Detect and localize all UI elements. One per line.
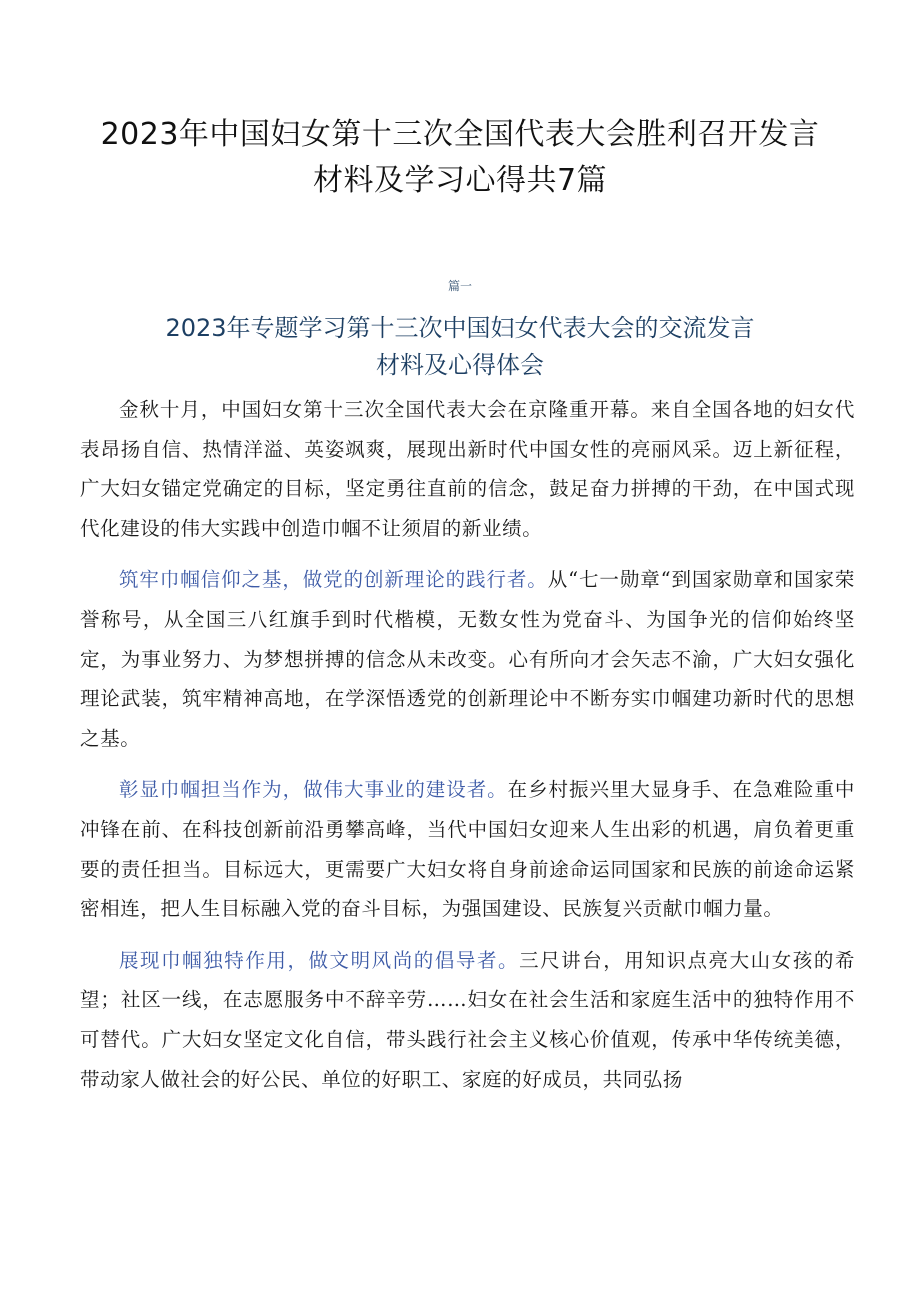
document-title [60, 112, 860, 204]
paragraph-lead: 筑牢巾帼信仰之基，做党的创新理论的践行者。 [119, 568, 548, 592]
section-title-line-1: 2023年专题学习第十三次中国妇女代表大会的交流发言 [165, 314, 755, 342]
paragraph-lead: 彰显巾帼担当作为，做伟大事业的建设者。 [119, 778, 508, 802]
section-title-line-2: 材料及心得体会 [376, 351, 544, 379]
paragraph-lead: 展现巾帼独特作用，做文明风尚的倡导者。 [119, 948, 520, 972]
document-title-line-2: 材料及学习心得共7篇 [312, 163, 608, 198]
paragraph [80, 560, 855, 758]
paragraph [80, 941, 855, 1099]
paragraph-text: 在乡村振兴里大显身手、在急难险重中冲锋在前、在科技创新前沿勇攀高峰，当代中国妇女迎来人生出彩的机遇，肩负着更重要的责任担当。目标远大，更需要广大妇女将自身前途命运同国家和民族的前途命运紧密相连，把人生目标融入党的奋斗目标，为强国建设、民族复兴贡献巾帼力量。 [80, 778, 856, 921]
paragraph [80, 770, 855, 928]
paragraph-text: 从“七一勋章“到国家勋章和国家荣誉称号，从全国三八红旗手到时代楷模，无数女性为党奋斗、为国争光的信仰始终坚定，为事业努力、为梦想拼搏的信念从未改变。心有所向才会矢志不渝，广大妇女强化理论武装，筑牢精神高地，在学深悟透党的创新理论中不断夯实巾帼建功新时代的思想之基。 [80, 568, 855, 750]
body-text [80, 390, 855, 1099]
paragraph-text: 三尺讲台，用知识点亮大山女孩的希望；社区一线，在志愿服务中不辞辛劳……妇女在社会生活和家庭生活中的独特作用不可替代。广大妇女坚定文化自信，带头践行社会主义核心价值观，传承中华传统美德，带动家人做社会的好公民、单位的好职工、家庭的好成员，共同弘扬 [80, 948, 855, 1091]
section-label: 篇一 [447, 279, 472, 293]
paragraph [80, 390, 855, 548]
paragraph-text: 金秋十月，中国妇女第十三次全国代表大会在京隆重开幕。来自全国各地的妇女代表昂扬自信、热情洋溢、英姿飒爽，展现出新时代中国女性的亮丽风采。迈上新征程，广大妇女锚定党确定的目标，坚定勇往直前的信念，鼓足奋力拼搏的干劲，在中国式现代化建设的伟大实践中创造巾帼不让须眉的新业绩。 [80, 398, 855, 540]
document-title-line-1: 2023年中国妇女第十三次全国代表大会胜利召开发言 [100, 117, 820, 152]
section-title [60, 310, 860, 384]
